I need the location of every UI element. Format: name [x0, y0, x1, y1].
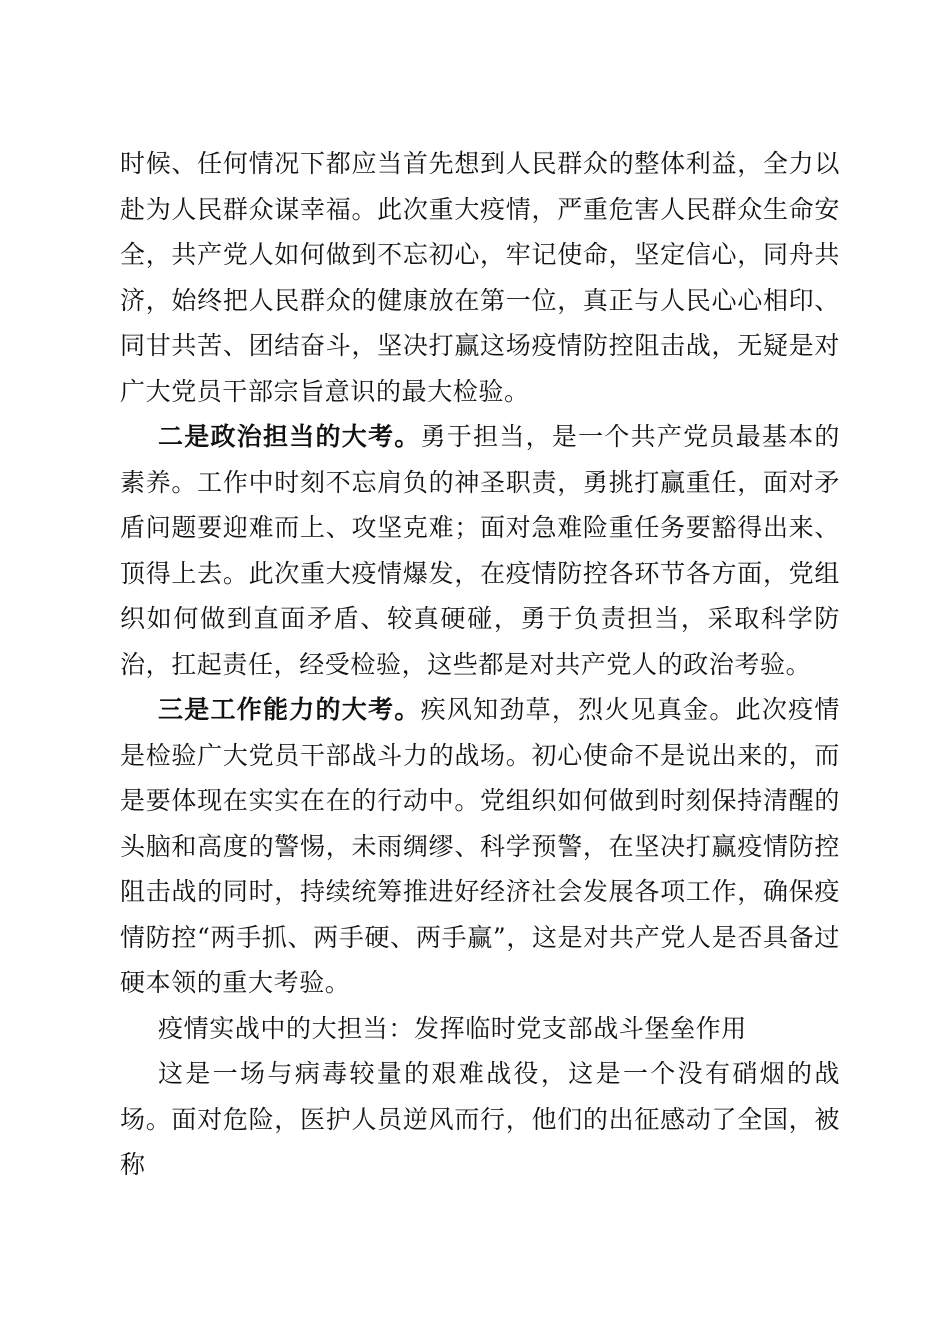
paragraph-battle: [120, 1051, 840, 1188]
paragraph-text: 疾风知劲草，烈火见真金。此次疫情是检验广大党员干部战斗力的战场。初心使命不是说出来的，而是要体现在实实在在的行动中。党组织如何做到时刻保持清醒的头脑和高度的警惕，未雨绸缪、科学预警，在坚决打赢疫情防控阻击战的同时，持续统筹推进好经济社会发展各项工作，确保疫情防控“两手抓、两手硬、两手赢”，这是对共产党人是否具备过硬本领的重大考验。: [120, 695, 840, 997]
paragraph-lead-heading: 二是政治担当的大考。: [158, 422, 421, 451]
paragraph-lead-heading: 三是工作能力的大考。: [158, 695, 421, 724]
paragraph-work-ability: [120, 687, 840, 1006]
paragraph-text: 这是一场与病毒较量的艰难战役，这是一个没有硝烟的战场。面对危险，医护人员逆风而行，他们的出征感动了全国，被称: [120, 1059, 840, 1179]
paragraph-text: 勇于担当，是一个共产党员最基本的素养。工作中时刻不忘肩负的神圣职责，勇挑打赢重任，面对矛盾问题要迎难而上、攻坚克难；面对急难险重任务要豁得出来、顶得上去。此次重大疫情爆发，在疫情防控各环节各方面，党组织如何做到直面矛盾、较真硬碰，勇于负责担当，采取科学防治，扛起责任，经受检验，这些都是对共产党人的政治考验。: [120, 422, 840, 679]
paragraph-text: 时候、任何情况下都应当首先想到人民群众的整体利益，全力以赴为人民群众谋幸福。此次重大疫情，严重危害人民群众生命安全，共产党人如何做到不忘初心，牢记使命，坚定信心，同舟共济，始终把人民群众的健康放在第一位，真正与人民心心相印、同甘共苦、团结奋斗，坚决打赢这场疫情防控阻击战，无疑是对广大党员干部宗旨意识的最大检验。: [120, 149, 840, 406]
paragraph-political-responsibility: [120, 414, 840, 687]
section-heading: [120, 1006, 840, 1052]
paragraph-continuation: [120, 141, 840, 414]
document-body: [120, 141, 840, 1188]
section-heading-text: 疫情实战中的大担当：发挥临时党支部战斗堡垒作用: [158, 1013, 747, 1043]
